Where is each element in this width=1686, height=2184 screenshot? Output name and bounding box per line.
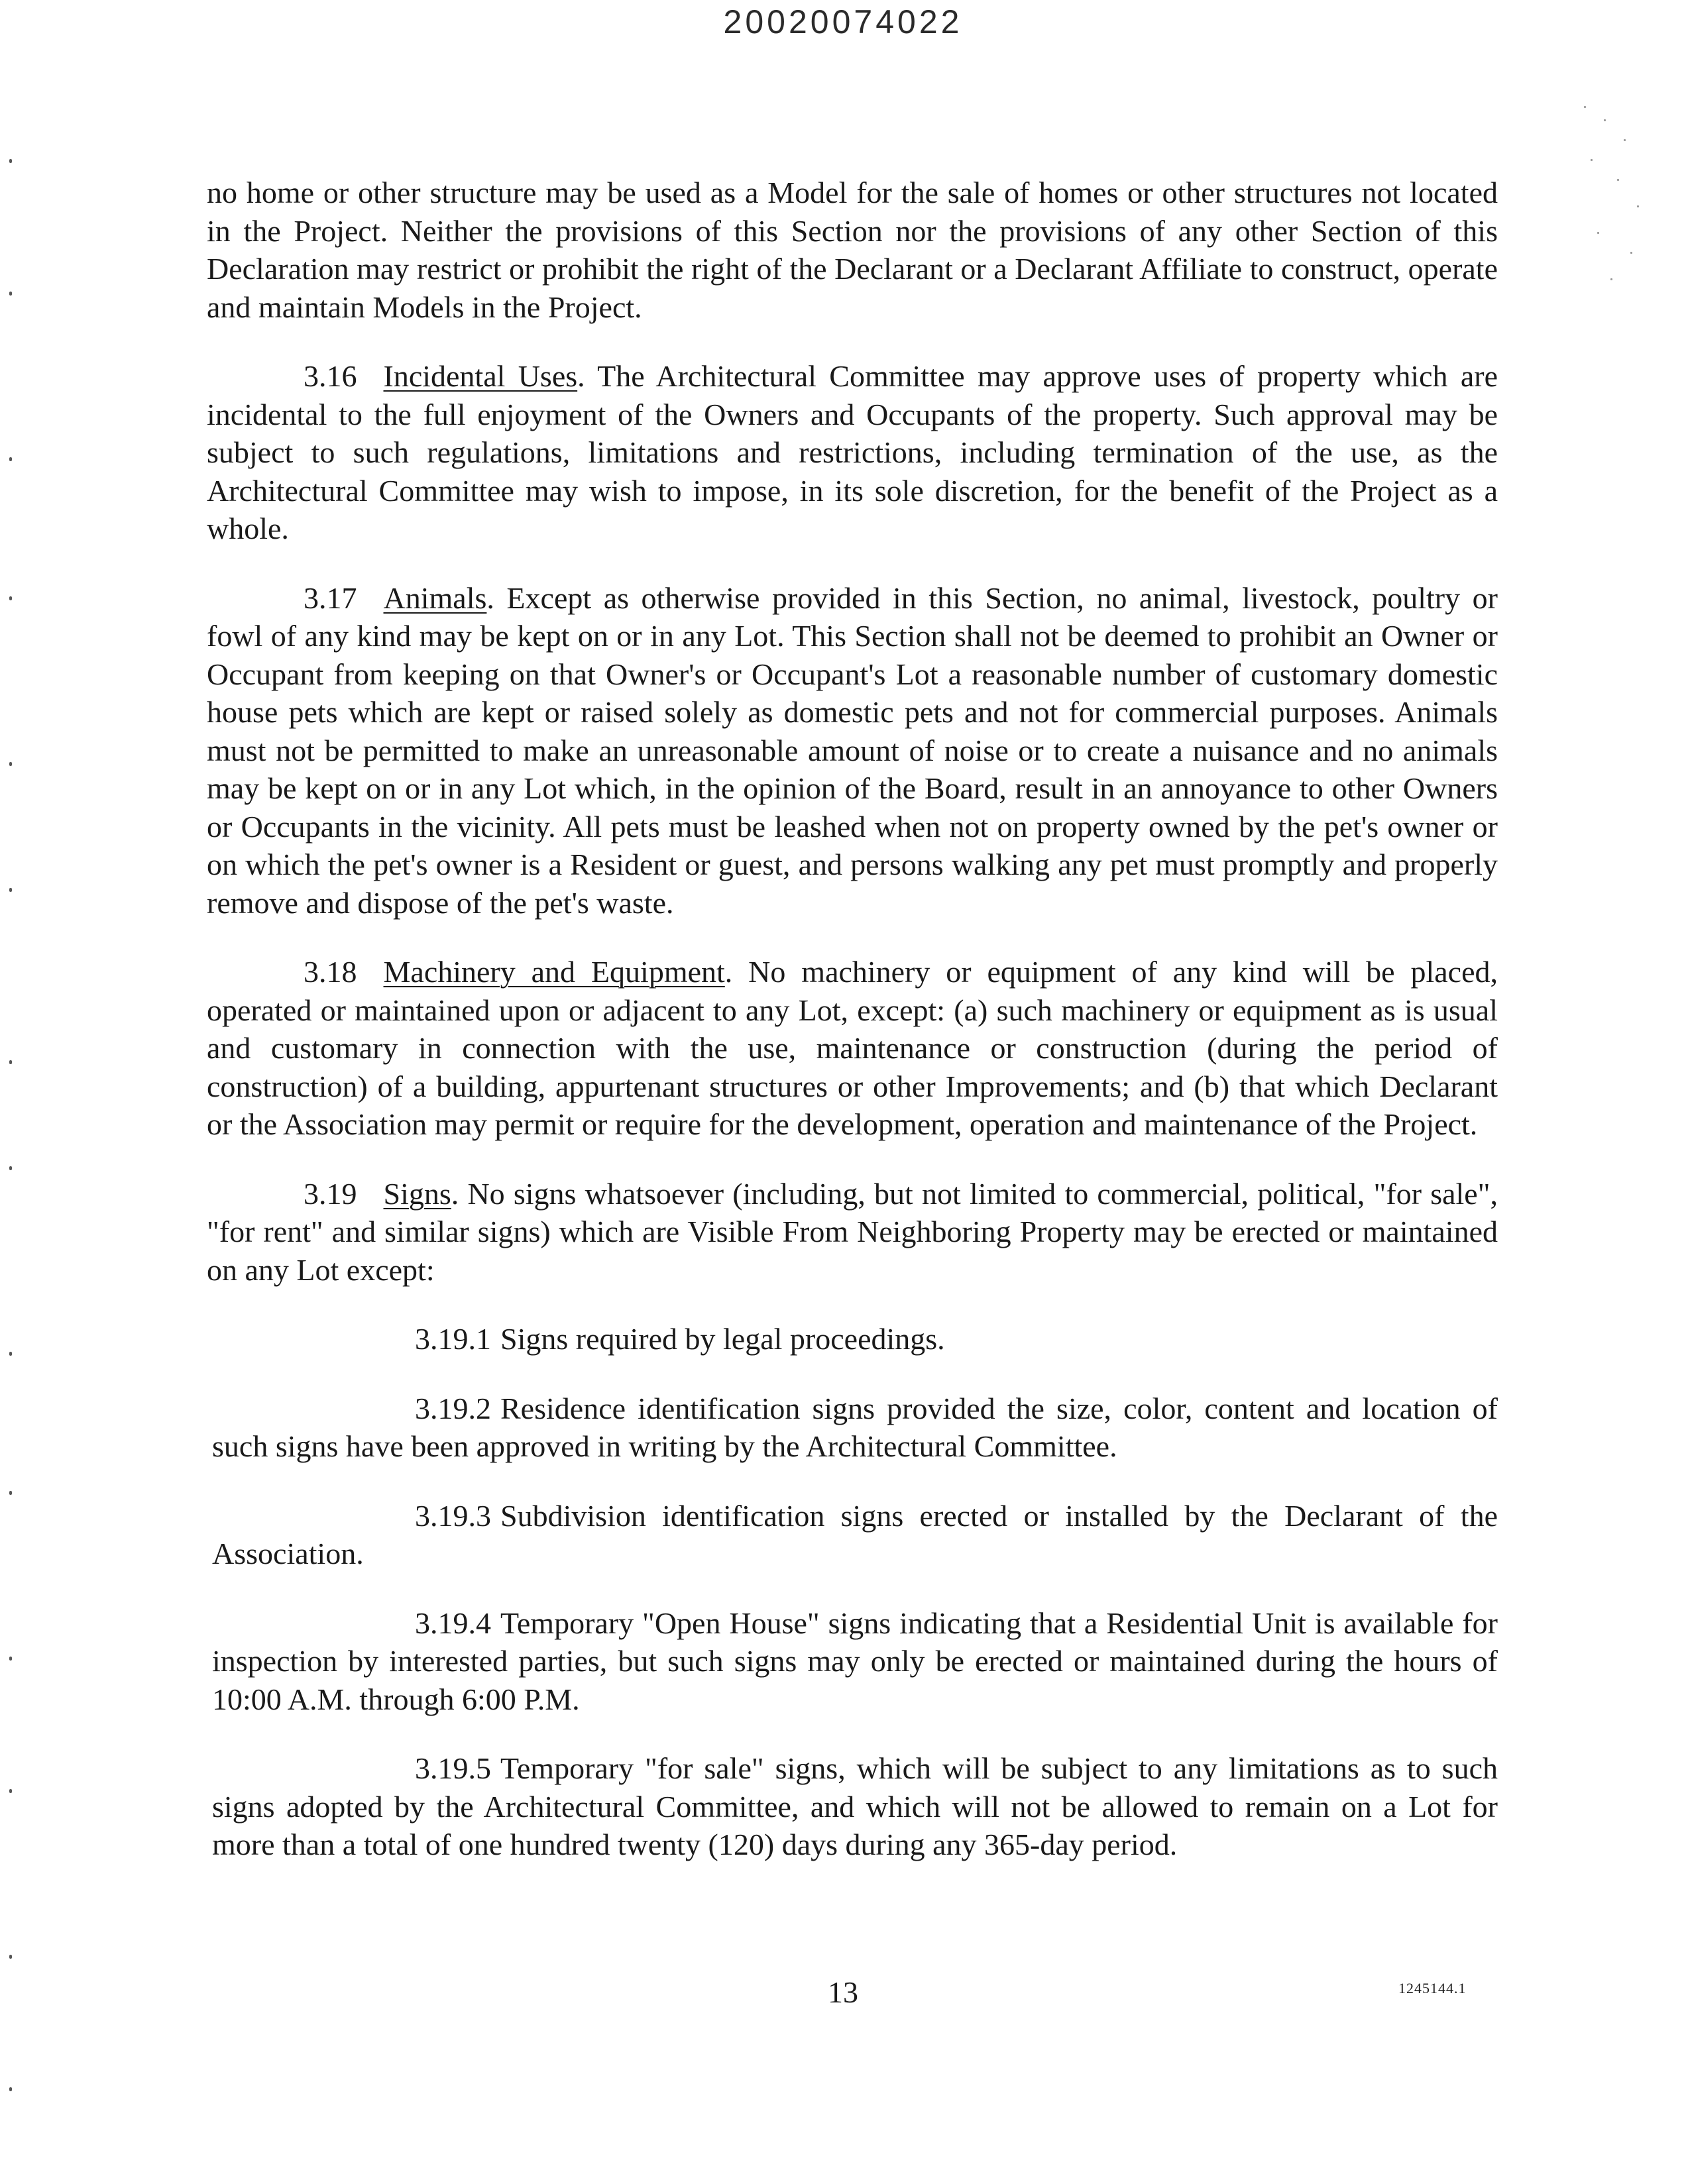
margin-speck [9, 1352, 12, 1356]
margin-speck [9, 762, 12, 766]
section-3-17 [207, 579, 1498, 922]
subsection-text: Signs required by legal proceedings. [500, 1322, 945, 1356]
subsection-3-19-1 [207, 1320, 1498, 1358]
margin-speck [9, 457, 12, 461]
document-number: 20020074022 [723, 3, 963, 40]
section-3-18 [207, 953, 1498, 1144]
section-heading: Incidental Uses [383, 359, 578, 393]
margin-speck [9, 159, 12, 163]
subsection-number: 3.19.5 [415, 1751, 491, 1785]
scan-artifact-marks [1577, 99, 1657, 298]
section-number: 3.19 [304, 1176, 357, 1211]
margin-speck [9, 1060, 12, 1064]
section-number: 3.17 [304, 580, 357, 615]
subsection-text: Subdivision identification signs erected or installed by the Declarant of the Association. [212, 1498, 1498, 1570]
margin-speck [9, 292, 12, 296]
margin-speck [9, 596, 12, 600]
section-3-19 [207, 1175, 1498, 1289]
margin-speck [9, 1491, 12, 1495]
paragraph-text: no home or other structure may be used as a Model for the sale of homes or other structures not located in the Project. Neither the provisions of this Section nor the provisions of any other Section of this Declaration may restrict or prohibit the right of the Declarant or a Declarant Affiliate to construct, operate and maintain Models in the Project. [207, 176, 1498, 324]
subsection-text: Temporary "for sale" signs, which will be subject to any limitations as to such signs adopted by the Architectural Committee, and which will not be allowed to remain on a Lot for more than a total of one hundred twenty (120) days during any 365-day period. [212, 1751, 1498, 1861]
section-heading: Signs [383, 1176, 451, 1211]
margin-speck [9, 2087, 12, 2091]
section-heading: Machinery and Equipment [383, 955, 725, 989]
section-3-16 [207, 357, 1498, 548]
subsection-3-19-5 [207, 1749, 1498, 1864]
section-text: . Except as otherwise provided in this Section, no animal, livestock, poultry or fowl of any kind may be kept on or in any Lot. This Section shall not be deemed to prohibit an Owner or Occupant from keeping on that Owner's or Occupant's Lot a reasonable number of customary domestic house pets which are kept or raised solely as domestic pets and not for commercial purposes. Animals must not be permitted to make an unreasonable amount of noise or to create a nuisance and no animals may be kept on or in any Lot which, in the opinion of the Board, result in an annoyance to other Owners or Occupants in the vicinity. All pets must be leashed when not on property owned by the pet's owner or on which the pet's owner is a Resident or guest, and persons walking any pet must promptly and properly remove and dispose of the pet's waste. [207, 580, 1498, 920]
subsection-number: 3.19.4 [415, 1606, 491, 1640]
subsection-text: Residence identification signs provided the size, color, content and location of such signs have been approved in writing by the Architectural Committee. [212, 1391, 1498, 1463]
subsection-number: 3.19.1 [415, 1322, 491, 1356]
margin-speck [9, 1657, 12, 1661]
subsection-3-19-3 [207, 1497, 1498, 1573]
page-body [207, 174, 1498, 1895]
margin-speck [9, 1166, 12, 1170]
section-text: . No signs whatsoever (including, but not limited to commercial, political, "for sale", "for rent" and similar signs) which are Visible From Neighboring Property may be erected or maintained on any Lot except: [207, 1176, 1498, 1287]
section-text: . The Architectural Committee may approve uses of property which are incidental to the full enjoyment of the Owners and Occupants of the property. Such approval may be subject to such regulations, limitations and restrictions, including termination of the use, as the Architectural Committee may wish to impose, in its sole discretion, for the benefit of the Project as a whole. [207, 359, 1498, 545]
subsection-text: Temporary "Open House" signs indicating that a Residential Unit is available for inspection by interested parties, but such signs may only be erected or maintained during the hours of 10:00 A.M. through 6:00 P.M. [212, 1606, 1498, 1716]
margin-speck [9, 1955, 12, 1959]
document-id: 1245144.1 [1398, 1980, 1467, 1996]
section-text: . No machinery or equipment of any kind will be placed, operated or maintained upon or adjacent to any Lot, except: (a) such machinery or equipment as is usual and customary in connection with the use, maintenance or construction (during the period of construction) of a building, appurtenant structures or other Improvements; and (b) that which Declarant or the Association may permit or require for the development, operation and maintenance of the Project. [207, 955, 1498, 1141]
subsection-number: 3.19.2 [415, 1391, 491, 1425]
section-heading: Animals [383, 580, 487, 615]
page-number: 13 [828, 1975, 858, 2009]
margin-speck [9, 888, 12, 892]
paragraph-continuation [207, 174, 1498, 326]
section-number: 3.18 [304, 955, 357, 989]
margin-speck [9, 1789, 12, 1793]
subsection-3-19-2 [207, 1390, 1498, 1466]
section-number: 3.16 [304, 359, 357, 393]
subsection-number: 3.19.3 [415, 1498, 491, 1533]
subsection-3-19-4 [207, 1604, 1498, 1719]
